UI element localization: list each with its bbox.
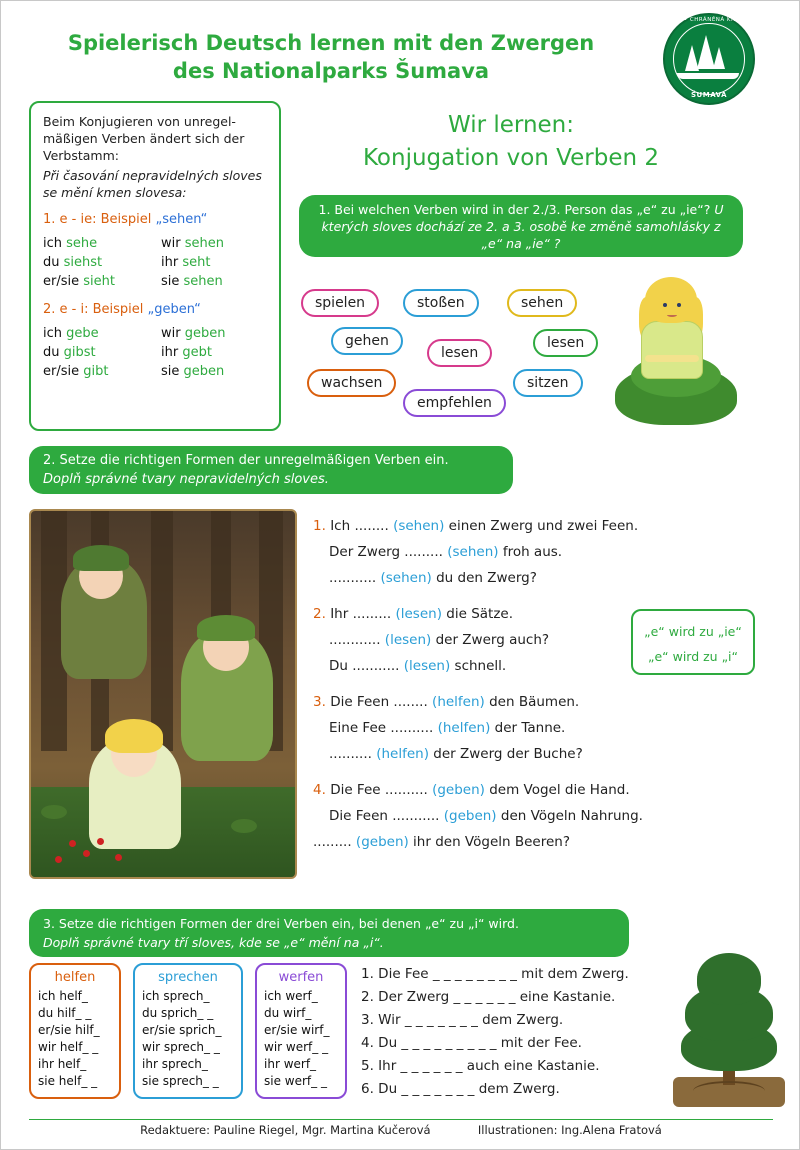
word-bubble-label: spielen xyxy=(315,295,366,311)
verb-form-line[interactable]: ihr helf_ xyxy=(38,1057,87,1071)
word-bubble-sehen[interactable] xyxy=(507,289,577,317)
pronoun: du xyxy=(43,345,60,360)
hint-line-2: „e“ wird zu „i“ xyxy=(647,649,739,664)
word-bubble-lesen-2[interactable] xyxy=(533,329,598,357)
verb-box-werfen xyxy=(255,963,347,1099)
lesson-title xyxy=(301,109,721,175)
word-bubble-stossen[interactable] xyxy=(403,289,479,317)
sentence-line xyxy=(313,803,643,829)
sentence-post: dem Vogel die Hand. xyxy=(484,782,630,798)
word-bubble-label: lesen xyxy=(547,335,585,351)
word-bubble-label: gehen xyxy=(345,333,389,349)
rule-2-word: „geben“ xyxy=(147,302,201,317)
list-item[interactable]: 3. Wir _ _ _ _ _ _ _ dem Zwerg. xyxy=(361,1012,564,1028)
sentence-line xyxy=(313,627,643,653)
hint-box xyxy=(631,609,755,675)
mouth-shape xyxy=(667,313,677,317)
verb-form-line[interactable]: sie helf_ _ xyxy=(38,1074,98,1088)
verb-form: gibt xyxy=(83,364,109,379)
verb-form-line[interactable]: wir helf_ _ xyxy=(38,1040,99,1054)
item-number: 2. xyxy=(313,606,326,622)
eye-left xyxy=(663,303,667,307)
task-2-czech: Doplň správné tvary nepravidelných sloves. xyxy=(43,472,329,487)
verb-box-helfen xyxy=(29,963,121,1099)
verb-form: sehen xyxy=(183,274,223,289)
word-bubble-sitzen[interactable] xyxy=(513,369,583,397)
verb-box-title: werfen xyxy=(278,970,324,985)
sentence-post: froh aus. xyxy=(498,544,563,560)
pronoun: sie xyxy=(161,274,180,289)
rule-1 xyxy=(43,212,267,227)
belt-shape xyxy=(645,355,699,362)
page-title-line1: Spielerisch Deutsch lernen mit den Zwergen xyxy=(67,31,595,55)
pronoun: ich xyxy=(43,236,62,251)
verb-form: sehen xyxy=(184,236,224,251)
sentence-post: die Sätze. xyxy=(441,606,514,622)
pronoun: ich xyxy=(43,326,62,341)
footer-editors: Redaktuere: Pauline Riegel, Mgr. Martina Kučerová xyxy=(140,1123,431,1137)
sentence-pre: Der Zwerg ......... xyxy=(329,544,448,560)
rule-1-text: e - ie: Beispiel xyxy=(59,212,152,227)
sentence-group xyxy=(313,601,643,679)
word-bubble-wachsen[interactable] xyxy=(307,369,396,397)
pronoun: du xyxy=(43,255,60,270)
verb-form-line[interactable]: ihr werf_ xyxy=(264,1057,317,1071)
berry-shape xyxy=(115,854,122,861)
item-number: 4. xyxy=(313,782,326,798)
word-bubble-lesen-1[interactable] xyxy=(427,339,492,367)
word-bubble-label: empfehlen xyxy=(417,395,492,411)
footer-divider xyxy=(29,1119,773,1120)
pronoun: er/sie xyxy=(43,364,80,379)
dress-shape xyxy=(641,321,703,379)
verb-hint: (helfen) xyxy=(376,746,429,762)
sentence-line xyxy=(313,829,643,855)
rule-1-word: „sehen“ xyxy=(155,212,208,227)
sentence-pre: Eine Fee .......... xyxy=(329,720,438,736)
word-bubble-label: lesen xyxy=(441,345,479,361)
verb-hint: (lesen) xyxy=(384,632,432,648)
word-bubble-spielen[interactable] xyxy=(301,289,379,317)
word-bubble-label: stoßen xyxy=(417,295,465,311)
verb-hint: (sehen) xyxy=(393,518,445,534)
sentence-post: schnell. xyxy=(450,658,507,674)
verb-form-line[interactable]: du wirf_ xyxy=(264,1006,312,1020)
page-title-line2: des Nationalparks Šumava xyxy=(172,59,490,83)
pronoun: ihr xyxy=(161,255,179,270)
hint-line-1: „e“ wird zu „ie“ xyxy=(644,624,742,639)
verb-form-line[interactable]: ich sprech_ xyxy=(142,989,210,1003)
logo-ring-top-text: NÁRODNÍ PARK • CHRÁNĚNÁ KRAJINNÁ OBLAST xyxy=(633,17,785,23)
sentence-line xyxy=(313,601,643,627)
sentence-post: den Bäumen. xyxy=(484,694,580,710)
sentence-pre: .......... xyxy=(329,746,377,762)
list-item[interactable]: 6. Du _ _ _ _ _ _ _ dem Zwerg. xyxy=(361,1081,560,1097)
tree-trunk xyxy=(151,511,173,751)
berry-shape xyxy=(69,840,76,847)
verb-box-title: sprechen xyxy=(158,970,218,985)
table-row xyxy=(43,343,267,362)
verb-hint: (lesen) xyxy=(403,658,451,674)
verb-hint: (helfen) xyxy=(432,694,485,710)
conjugation-table-sehen xyxy=(43,234,267,291)
verb-box-title: helfen xyxy=(54,970,96,985)
sentence-pre: ............ xyxy=(329,632,385,648)
sentence-line xyxy=(313,513,643,539)
page-title xyxy=(31,29,631,85)
verb-box-sprechen xyxy=(133,963,243,1099)
verb-form: gibst xyxy=(63,345,96,360)
verb-form-line[interactable]: du sprich_ _ xyxy=(142,1006,214,1020)
task-2-instruction xyxy=(29,446,513,494)
rule-1-number: 1. xyxy=(43,212,56,227)
dwarf-hat xyxy=(73,545,129,571)
table-row xyxy=(43,253,267,272)
sentence-pre: ........... xyxy=(329,570,381,586)
footer xyxy=(29,1123,773,1137)
spruce-tree-illustration xyxy=(673,951,785,1111)
sentence-line xyxy=(313,741,643,767)
logo-ring-bottom-text: ŠUMAVA xyxy=(691,91,727,99)
sentence-line xyxy=(313,689,643,715)
sentence-post: einen Zwerg und zwei Feen. xyxy=(444,518,639,534)
sentence-post: der Zwerg der Buche? xyxy=(428,746,583,762)
verb-hint: (lesen) xyxy=(395,606,442,622)
task-3-sentences xyxy=(361,963,661,1101)
task-1-instruction xyxy=(299,195,743,257)
info-german-text: Beim Konjugieren von unregel-mäßigen Verben ändert sich der Verbstamm: xyxy=(43,114,245,163)
task-3-czech: Doplň správné tvary tří sloves, kde se „e“ mění na „i“. xyxy=(43,935,384,950)
rule-2-text: e - i: Beispiel xyxy=(59,302,144,317)
list-item[interactable]: 1. Die Fee _ _ _ _ _ _ _ _ mit dem Zwerg. xyxy=(361,966,629,982)
logo-ring-text xyxy=(633,13,785,105)
verb-form: seht xyxy=(182,255,211,270)
verb-form-line[interactable]: wir werf_ _ xyxy=(264,1040,329,1054)
sentence-group xyxy=(313,777,643,855)
task-1-german: 1. Bei welchen Verben wird in der 2./3. Person das „e“ zu „ie“? xyxy=(318,202,711,217)
sentence-line xyxy=(313,565,643,591)
item-number: 1. xyxy=(313,518,326,534)
verb-hint: (geben) xyxy=(355,834,409,850)
park-logo xyxy=(633,13,785,105)
verb-form-line[interactable]: er/sie sprich_ xyxy=(142,1023,222,1037)
verb-form: gebe xyxy=(66,326,99,341)
word-bubble-label: sitzen xyxy=(527,375,569,391)
pronoun: ihr xyxy=(161,345,179,360)
verb-form-line[interactable]: sie sprech_ _ xyxy=(142,1074,219,1088)
word-bubble-gehen[interactable] xyxy=(331,327,403,355)
leaf-shape xyxy=(231,819,257,833)
verb-form-line[interactable]: ihr sprech_ xyxy=(142,1057,208,1071)
task-3-german: 3. Setze die richtigen Formen der drei Verben ein, bei denen „e“ zu „i“ wird. xyxy=(43,916,519,931)
list-item[interactable]: 4. Du _ _ _ _ _ _ _ _ _ mit der Fee. xyxy=(361,1035,582,1051)
sentence-line xyxy=(313,653,643,679)
table-row xyxy=(43,362,267,381)
verb-form-line[interactable]: du hilf_ _ xyxy=(38,1006,92,1020)
task-2-german: 2. Setze die richtigen Formen der unregelmäßigen Verben ein. xyxy=(43,453,449,468)
grammar-info-box xyxy=(29,101,281,431)
verb-form-line[interactable]: sie werf_ _ xyxy=(264,1074,327,1088)
sentence-group xyxy=(313,513,643,591)
verb-form-line[interactable]: ich werf_ xyxy=(264,989,318,1003)
sentence-pre: Die Feen ........... xyxy=(329,808,444,824)
pronoun: wir xyxy=(161,326,181,341)
eye-right xyxy=(677,303,681,307)
sentence-pre: ......... xyxy=(313,834,356,850)
verb-hint: (sehen) xyxy=(447,544,499,560)
verb-form: sieht xyxy=(83,274,115,289)
girl-hair xyxy=(105,719,163,753)
footer-illustrations: Illustrationen: Ing.Alena Fratová xyxy=(477,1123,662,1137)
fairy-hat xyxy=(197,615,255,641)
verb-hint: (geben) xyxy=(432,782,485,798)
verb-form: sehe xyxy=(66,236,98,251)
sentence-post: der Zwerg auch? xyxy=(431,632,550,648)
task-3-instruction xyxy=(29,909,629,957)
info-czech-text: Při časování nepravidelných sloves se mění kmen slovesa: xyxy=(43,168,262,200)
task-2-sentences xyxy=(313,513,643,865)
tree-crown-top xyxy=(697,953,761,1005)
sentence-line xyxy=(313,539,643,565)
verb-hint: (sehen) xyxy=(380,570,432,586)
verb-hint: (helfen) xyxy=(437,720,491,736)
table-row xyxy=(43,234,267,253)
tree-roots xyxy=(693,1081,765,1101)
verb-form: geben xyxy=(184,326,226,341)
sentence-post: du den Zwerg? xyxy=(431,570,537,586)
verb-hint: (geben) xyxy=(443,808,497,824)
pronoun: er/sie xyxy=(43,274,80,289)
sentence-pre: Die Fee .......... xyxy=(330,782,433,798)
conjugation-table-geben xyxy=(43,324,267,381)
sentence-pre: Ich ........ xyxy=(330,518,394,534)
lesson-title-line2: Konjugation von Verben 2 xyxy=(362,145,659,171)
rule-2 xyxy=(43,302,267,317)
leaf-shape xyxy=(41,805,67,819)
sentence-post: ihr den Vögeln Beeren? xyxy=(408,834,571,850)
item-number: 3. xyxy=(313,694,326,710)
word-bubble-empfehlen[interactable] xyxy=(403,389,506,417)
berry-shape xyxy=(97,838,104,845)
verb-form-line[interactable]: er/sie hilf_ xyxy=(38,1023,100,1037)
forest-scene-illustration xyxy=(29,509,297,879)
sentence-pre: Ihr ......... xyxy=(330,606,396,622)
berry-shape xyxy=(83,850,90,857)
sentence-post: der Tanne. xyxy=(490,720,566,736)
pronoun: wir xyxy=(161,236,181,251)
lesson-title-line1: Wir lernen: xyxy=(447,112,575,138)
sentence-pre: Du ........... xyxy=(329,658,404,674)
verb-form: gebt xyxy=(182,345,212,360)
sentence-pre: Die Feen ........ xyxy=(330,694,433,710)
verb-form-line[interactable]: ich helf_ xyxy=(38,989,88,1003)
sentence-post: den Vögeln Nahrung. xyxy=(496,808,643,824)
berry-shape xyxy=(55,856,62,863)
list-item[interactable]: 2. Der Zwerg _ _ _ _ _ _ eine Kastanie. xyxy=(361,989,616,1005)
word-bubble-label: sehen xyxy=(521,295,564,311)
word-bubble-label: wachsen xyxy=(321,375,383,391)
table-row xyxy=(43,272,267,291)
sentence-group xyxy=(313,689,643,767)
pronoun: sie xyxy=(161,364,180,379)
sentence-line xyxy=(313,777,643,803)
list-item[interactable]: 5. Ihr _ _ _ _ _ _ auch eine Kastanie. xyxy=(361,1058,600,1074)
verb-form: siehst xyxy=(63,255,103,270)
sentence-line xyxy=(313,715,643,741)
verb-form-line[interactable]: wir sprech_ _ xyxy=(142,1040,220,1054)
table-row xyxy=(43,324,267,343)
fairy-illustration xyxy=(601,273,751,433)
task-1-czech: U kterých sloves dochází ze 2. a 3. osobě ke změně samohlásky z „e“ na „ie“ ? xyxy=(321,202,724,251)
verb-form-line[interactable]: er/sie wirf_ xyxy=(264,1023,330,1037)
verb-form: geben xyxy=(183,364,225,379)
rule-2-number: 2. xyxy=(43,302,56,317)
